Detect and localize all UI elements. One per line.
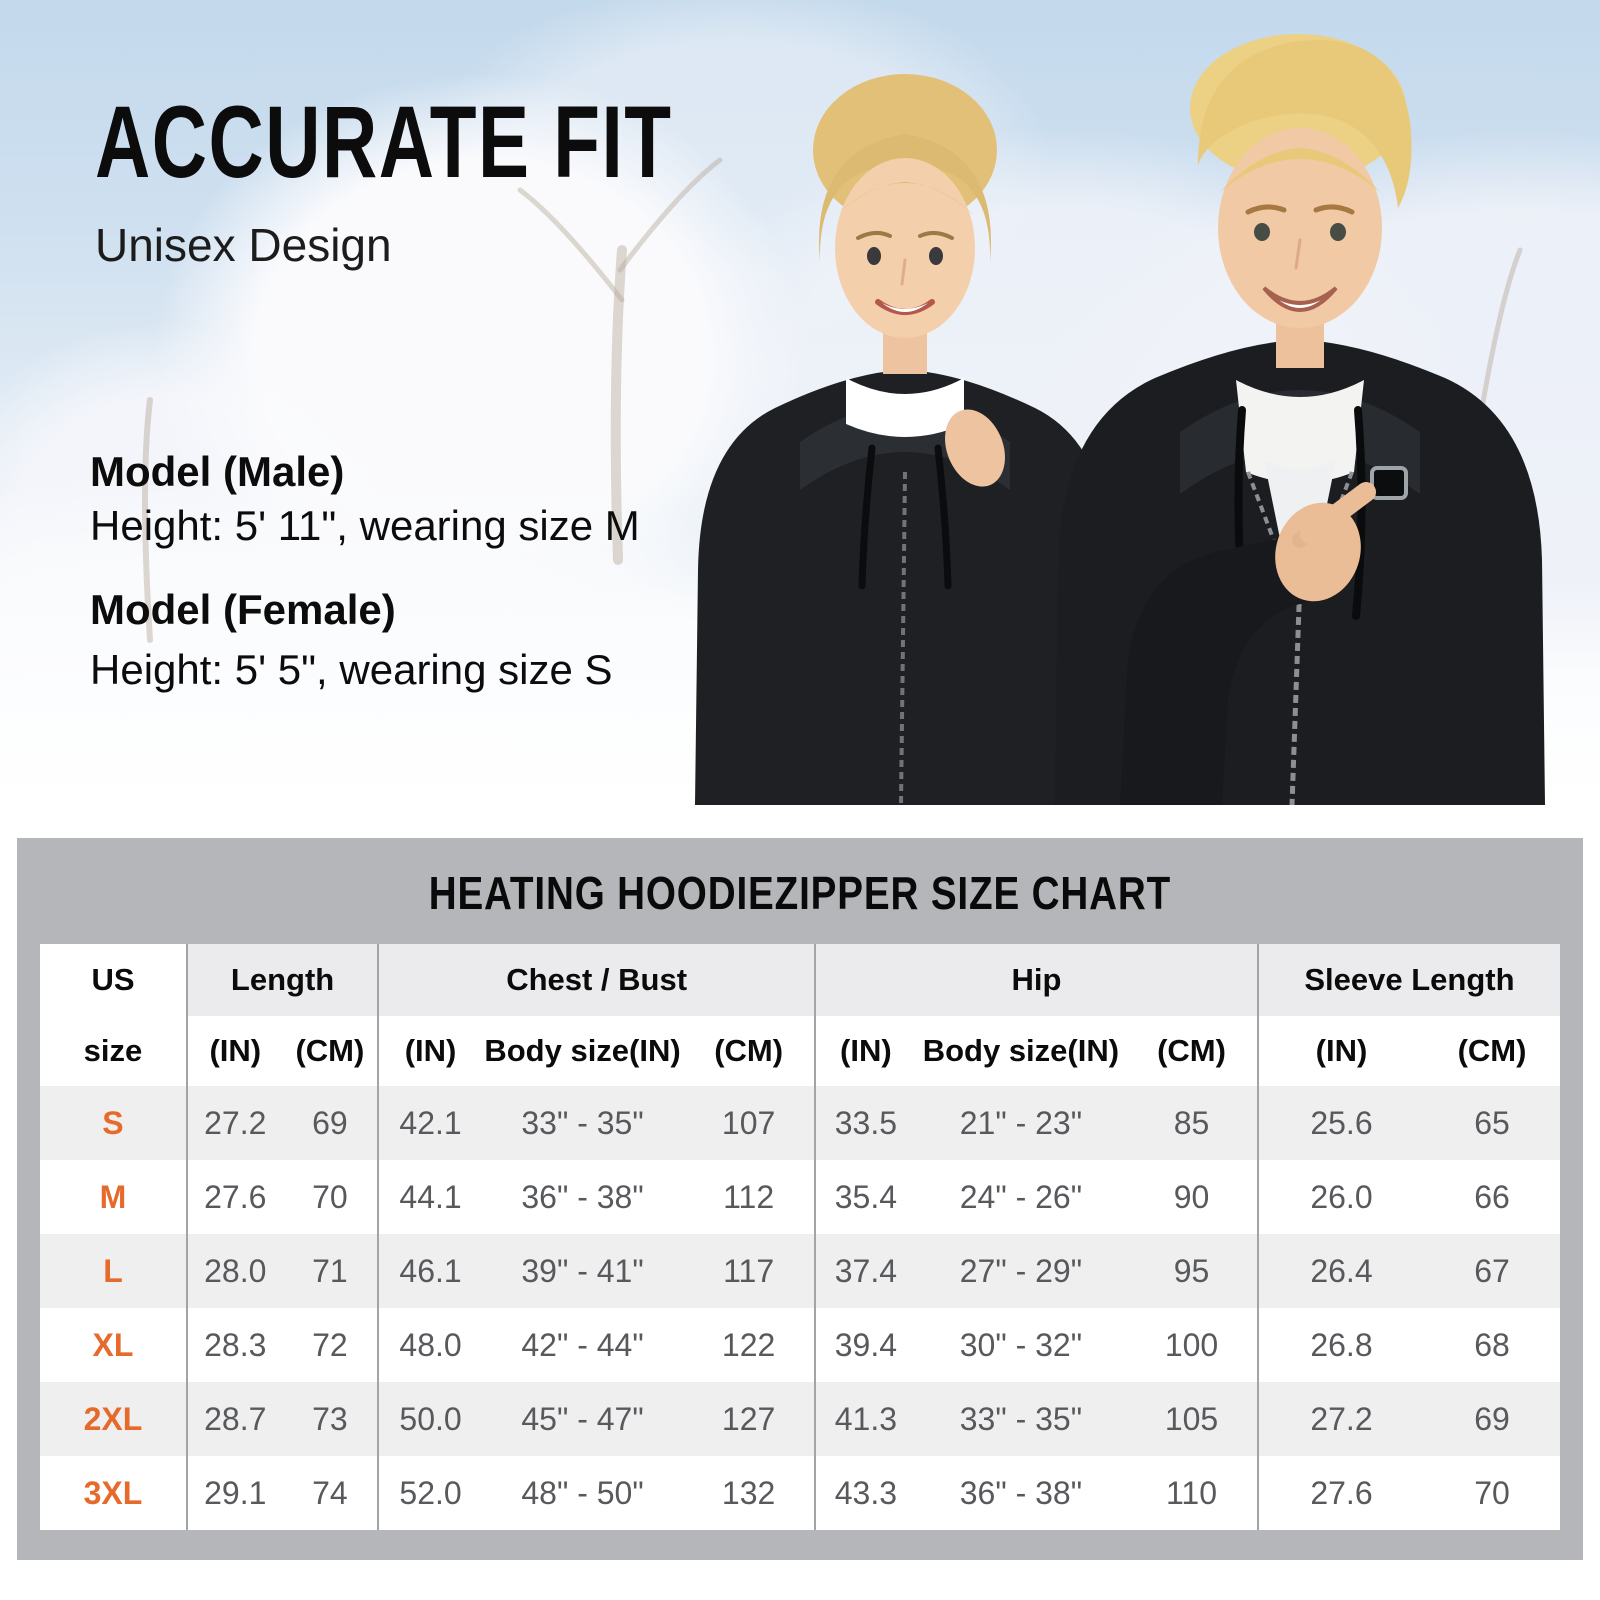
table-cell: 66 [1474, 1178, 1510, 1215]
table-row [40, 1234, 1560, 1308]
sleeve-in-header: (IN) [1258, 1016, 1424, 1086]
table-cell: 41.3 [815, 1382, 916, 1456]
model-male-label: Model (Male) [90, 448, 345, 495]
table-cell: 27.2 [187, 1086, 283, 1160]
table-cell: 36" - 38" [959, 1474, 1083, 1511]
hero-subtitle: Unisex Design [95, 219, 392, 271]
table-cell: 69 [312, 1104, 348, 1141]
table-cell: 112 [723, 1178, 775, 1215]
male-model-illustration [1055, 34, 1545, 805]
table-cell: 107 [721, 1104, 776, 1141]
table-cell: 35.4 [815, 1160, 916, 1234]
table-cell: 122 [721, 1326, 776, 1363]
female-model-illustration [695, 74, 1115, 805]
length-group-header: Length [187, 944, 378, 1016]
table-cell: 28.3 [187, 1308, 283, 1382]
table-cell: 21" - 23" [959, 1104, 1083, 1141]
table-cell: 105 [1164, 1400, 1219, 1437]
table-cell: 48" - 50" [521, 1474, 644, 1511]
length-cm-header: (CM) [283, 1016, 379, 1086]
table-cell: 25.6 [1258, 1086, 1424, 1160]
length-in-header: (IN) [187, 1016, 283, 1086]
table-cell: 43.3 [815, 1456, 916, 1530]
table-cell: 110 [1166, 1474, 1218, 1511]
table-cell: 39.4 [815, 1308, 916, 1382]
table-cell: 27.6 [187, 1160, 283, 1234]
sleeve-group-header: Sleeve Length [1258, 944, 1560, 1016]
model-male-height: Height: 5' 11", wearing size M [90, 502, 640, 549]
size-chart-title: HEATING HOODIEZIPPER SIZE CHART [428, 867, 1172, 919]
table-cell: 65 [1474, 1104, 1510, 1141]
size-table-body [40, 1086, 1560, 1530]
table-cell: 39" - 41" [521, 1252, 644, 1289]
model-female-height: Height: 5' 5", wearing size S [90, 646, 613, 693]
table-cell: 27" - 29" [959, 1252, 1083, 1289]
table-cell: 44.1 [378, 1160, 482, 1234]
table-cell: 24" - 26" [959, 1178, 1083, 1215]
chest-bodysize-header: Body size(IN) [482, 1016, 683, 1086]
us-size-header-line2: size [83, 1032, 143, 1068]
table-cell: 100 [1164, 1326, 1219, 1363]
chest-in-header: (IN) [378, 1016, 482, 1086]
hero-title: ACCURATE FIT [95, 85, 673, 199]
table-cell: 42" - 44" [521, 1326, 644, 1363]
size-label: S [102, 1104, 124, 1141]
table-cell: 132 [721, 1474, 776, 1511]
table-row [40, 1160, 1560, 1234]
table-cell: 95 [1173, 1252, 1210, 1289]
table-row [40, 1308, 1560, 1382]
table-cell: 27.2 [1258, 1382, 1424, 1456]
table-cell: 74 [312, 1474, 348, 1511]
table-cell: 71 [312, 1252, 348, 1289]
table-cell: 72 [312, 1326, 348, 1363]
table-cell: 73 [312, 1400, 348, 1437]
chest-group-header: Chest / Bust [378, 944, 815, 1016]
model-female-label: Model (Female) [90, 586, 396, 633]
hip-group-header: Hip [815, 944, 1258, 1016]
sleeve-cm-header: (CM) [1424, 1016, 1560, 1086]
size-chart-panel [17, 838, 1583, 1560]
table-unit-header-row [40, 1016, 1560, 1086]
table-cell: 28.7 [187, 1382, 283, 1456]
table-cell: 33" - 35" [521, 1104, 644, 1141]
size-chart-table [40, 944, 1560, 1530]
table-cell: 29.1 [187, 1456, 283, 1530]
chest-cm-header: (CM) [683, 1016, 815, 1086]
table-row [40, 1456, 1560, 1530]
heating-button-icon [1372, 468, 1406, 498]
size-label: 2XL [83, 1400, 143, 1437]
table-group-header-row [40, 944, 1560, 1016]
table-cell: 70 [312, 1178, 348, 1215]
hip-in-header: (IN) [815, 1016, 916, 1086]
table-cell: 68 [1474, 1326, 1510, 1363]
table-row [40, 1086, 1560, 1160]
table-cell: 28.0 [187, 1234, 283, 1308]
table-cell: 27.6 [1258, 1456, 1424, 1530]
size-label: M [99, 1178, 127, 1215]
table-cell: 30" - 32" [959, 1326, 1083, 1363]
table-cell: 26.8 [1258, 1308, 1424, 1382]
size-label: XL [92, 1326, 134, 1363]
table-cell: 26.0 [1258, 1160, 1424, 1234]
table-row [40, 1382, 1560, 1456]
table-cell: 67 [1474, 1252, 1510, 1289]
table-cell: 117 [723, 1252, 775, 1289]
table-cell: 69 [1474, 1400, 1510, 1437]
table-cell: 45" - 47" [521, 1400, 644, 1437]
table-cell: 85 [1173, 1104, 1210, 1141]
table-cell: 37.4 [815, 1234, 916, 1308]
table-cell: 26.4 [1258, 1234, 1424, 1308]
table-cell: 42.1 [378, 1086, 482, 1160]
table-cell: 52.0 [378, 1456, 482, 1530]
us-size-header-line1: US [91, 961, 135, 997]
table-cell: 127 [721, 1400, 776, 1437]
table-cell: 46.1 [378, 1234, 482, 1308]
table-cell: 48.0 [378, 1308, 482, 1382]
hip-cm-header: (CM) [1126, 1016, 1258, 1086]
table-cell: 33.5 [815, 1086, 916, 1160]
table-cell: 90 [1173, 1178, 1210, 1215]
size-label: L [103, 1252, 123, 1289]
table-cell: 36" - 38" [521, 1178, 644, 1215]
size-label: 3XL [83, 1474, 143, 1511]
table-cell: 50.0 [378, 1382, 482, 1456]
us-size-header-cell [40, 944, 187, 1086]
table-cell: 33" - 35" [959, 1400, 1083, 1437]
table-cell: 70 [1474, 1474, 1510, 1511]
hip-bodysize-header: Body size(IN) [916, 1016, 1126, 1086]
